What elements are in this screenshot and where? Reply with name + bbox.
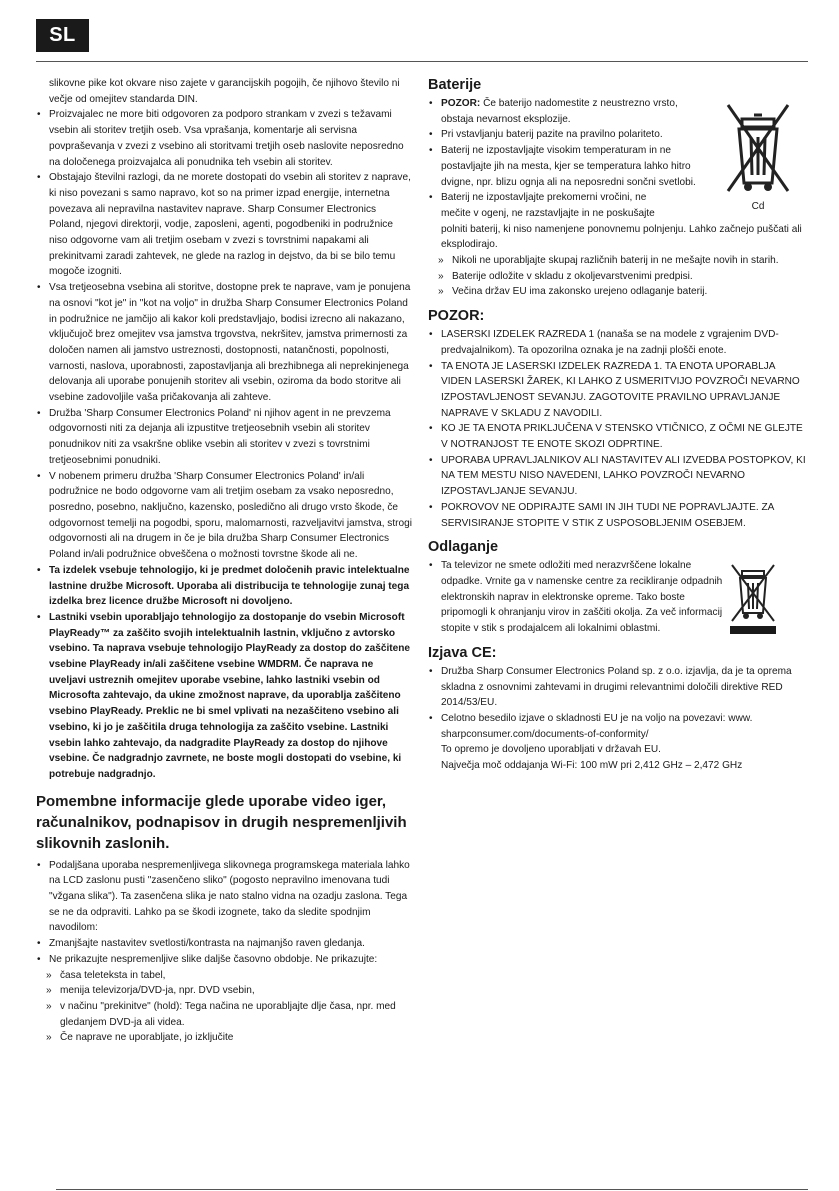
list-item-line: Celotno besedilo izjave o skladnosti EU je na voljo na povezavi: www. xyxy=(441,712,753,724)
list-item: • UPORABA UPRAVLJALNIKOV ALI NASTAVITEV ALI IZVEDBA POSTOPKOV, KI NA TEM MESTU NISO NAVEDENI, LAHKO POVZROČI NEVARNO IZPOSTAVLJANJE SEVANJU. xyxy=(428,453,808,500)
battery-section xyxy=(428,76,808,300)
sub-list-item: » Nikoli ne uporabljajte skupaj različnih baterij in ne mešajte novih in starih. xyxy=(428,253,808,269)
list-item-line: Baterij ne izpostavljajte prekomerni vročini, ne xyxy=(441,192,647,204)
list-item-text: Ne prikazujte nespremenljive slike daljše časovno obdobje. Ne prikazujte: xyxy=(49,953,378,965)
list-item: • Pri vstavljanju baterij pazite na pravilno polariteto. xyxy=(428,127,808,143)
warning-label: POZOR: xyxy=(441,98,481,109)
disposal-heading: Odlaganje xyxy=(428,539,499,556)
list-item xyxy=(428,190,808,300)
bottom-divider xyxy=(56,1189,808,1190)
disposal-section xyxy=(428,538,808,637)
battery-bullet-list xyxy=(428,96,808,300)
sub-list-item: » v načinu "prekinitve" (hold): Tega načina ne uporabljajte dlje časa, npr. med gledanjem DVD-ja ali videa. xyxy=(36,999,412,1030)
list-item: • TA ENOTA JE LASERSKI IZDELEK RAZREDA 1. TA ENOTA UPORABLJA VIDEN LASERSKI ŽAREK, KI LAHKO Z USMERITVIJO POVZROČI NEVARNO IZPOSTAVLJENOST SEVANJU. ZAGOTOVITE PRAVILNO UPRAVLJANJE NAPRAVE V SKLADU Z NAVODILI. xyxy=(428,359,808,422)
list-item-line: mečite v ogenj, ne razstavljajte in ne poskušajte xyxy=(441,207,655,219)
top-divider xyxy=(36,61,808,62)
list-item: • Vsa tretjeosebna vsebina ali storitve, dostopne prek te naprave, vam je ponujena na osnovi "kot je" in "kot na voljo" in družba Sharp Consumer Electronics Poland in podružnice ne jamčijo ali kakor koli predstavljajo, bodisi izrecno ali nakazano, vključujoč brez omejitev vsa jamstva trgovstva, nekršitev, jamstva primernosti za določen namen ali jamstvo ustreznosti, dostopnosti, natančnosti, popolnosti, varnosti, naslova, uporabnosti, zapostavljanja ali brezhibnega ali neprekinjenega delovanja ali uporabe ponujenih storitev ali vsebin, oziroma da bodo storitve ali vsebine zadovoljile vaša pričakovanja ali zahteve. xyxy=(36,280,412,406)
list-item: • Podaljšana uporaba nespremenljivega slikovnega programskega materiala lahko na LCD zaslonu pusti "zasenčeno sliko" (pogosto nepravilno imenovana tudi "vžgana slika"). Ta zasenčena slika je nato stalno vidna na ozadju zaslona. Tega se ne da odpraviti. Lahko pa se škodi izognete, tako da sledite spodnjim navodilom: xyxy=(36,858,412,937)
list-item-line: polniti baterij, ki niso namenjene ponovnemu polnjenju. Lahko začnejo puščati ali eksplodirajo. xyxy=(441,223,802,251)
caution-bullet-list xyxy=(428,327,808,531)
ce-bullet-list xyxy=(428,664,808,774)
warning-text: Če baterijo nadomestite z neustrezno vrsto, obstaja nevarnost eksplozije. xyxy=(441,98,678,125)
disposal-bullet-list xyxy=(428,558,808,637)
left-column xyxy=(36,76,412,1046)
video-bullet-list xyxy=(36,858,412,1046)
caution-section xyxy=(428,307,808,531)
battery-sub-list xyxy=(428,253,808,300)
list-item: • Proizvajalec ne more biti odgovoren za podporo strankam v zvezi s težavami vsebin ali storitev tretjih oseb. Vsa vprašanja, komentarje ali servisna povpraševanja v zvezi z vsebino ali storitvami tretjih oseb naslovite neposredno na določenega proizvajalca ali ponudnika teh vsebin ali storitev. xyxy=(36,107,412,170)
sub-list-item: » Baterije odložite v skladu z okoljevarstvenimi predpisi. xyxy=(428,269,808,285)
list-item: • Družba Sharp Consumer Electronics Poland sp. z o.o. izjavlja, da je ta oprema skladna z osnovnimi zahtevami in drugimi relevantnimi določili direktive RED 2014/53/EU. xyxy=(428,664,808,711)
cadmium-label: Cd xyxy=(751,201,765,212)
list-item: • LASERSKI IZDELEK RAZREDA 1 (nanaša se na modele z vgrajenim DVD-predvajalnikom). Ta opozorilna oznaka je na zadnji plošči enote. xyxy=(428,327,808,358)
list-item: • Družba 'Sharp Consumer Electronics Poland' ni njihov agent in ne prevzema odgovornosti niti za dejanja ali izpustitve tretjeosebnih vsebin ali storitev ponudnikov niti za vsakršne oblike vsebin ali storitev v zvezi s tovrstnimi tretjeosebnimi ponudniki. xyxy=(36,406,412,469)
list-item: • Baterij ne izpostavljajte visokim temperaturam in ne postavljajte jih na mesta, kjer se temperatura lahko hitro dvigne, npr. blizu ognja ali na neposredni sončni svetlobi. xyxy=(428,143,808,190)
list-item-line: Največja moč oddajanja Wi-Fi: 100 mW pri 2,412 GHz – 2,472 GHz xyxy=(441,760,743,772)
continuation-text: slikovne pike kot okvare niso zajete v garancijskih pogojih, če njihovo število ni večje od omejitev standarda DIN. xyxy=(49,78,400,105)
sub-list-item: » časa teleteksta in tabel, xyxy=(36,968,412,984)
conformity-url: sharpconsumer.com/documents-of-conformity/ xyxy=(441,728,649,740)
list-item xyxy=(428,711,808,774)
list-item xyxy=(36,952,412,1046)
ce-heading: Izjava CE: xyxy=(428,644,497,661)
list-item-microsoft-notice: • Ta izdelek vsebuje tehnologijo, ki je predmet določenih pravic intelektualne lastnine družbe Microsoft. Uporaba ali distribucija te tehnologije zunaj tega izdelka brez licence družbe Microsoft ni dovoljeno. xyxy=(36,563,412,610)
list-item-line: To opremo je dovoljeno uporabljati v državah EU. xyxy=(441,744,661,756)
battery-heading: Baterije xyxy=(428,77,482,93)
video-sub-list xyxy=(36,968,412,1047)
sub-list-item: » Večina držav EU ima zakonsko urejeno odlaganje baterij. xyxy=(428,284,808,300)
list-item: • POKROVOV NE ODPIRAJTE SAMI IN JIH TUDI NE POPRAVLJAJTE. ZA SERVISIRANJE STOPITE V STIK Z USPOSOBLJENIM OSEBJEM. xyxy=(428,500,808,531)
sub-list-item: » Če naprave ne uporabljate, jo izključite xyxy=(36,1030,412,1046)
ce-section xyxy=(428,644,808,774)
video-section-heading: Pomembne informacije glede uporabe video iger, računalnikov, podnapisov in drugih nespremenljivih slikovnih zaslonih. xyxy=(36,792,407,852)
language-badge: SL xyxy=(36,19,89,52)
list-item xyxy=(428,96,808,127)
left-bullet-list xyxy=(36,107,412,782)
list-item: • Zmanjšajte nastavitev svetlosti/kontrasta na najmanjšo raven gledanja. xyxy=(36,936,412,952)
list-item-playready-notice: • Lastniki vsebin uporabljajo tehnologijo za dostopanje do vsebin Microsoft PlayReady™ za zaščito svojih intelektualnih lastnin, vključno z avtorsko vsebino. Ta naprava vsebuje tehnologijo PlayReady za dostop do zaščitene vsebine PlayReady in/ali zaščitene vsebine WMDRM. Če naprava ne uveljavi ustreznih omejitev uporabe vsebine, lahko lastniki vsebin od Microsofta zahtevajo, da ukine zmožnost naprave, da uporablja zaščiteno vsebino PlayReady. Preklic ne bi smel vplivati na nezaščiteno vsebino ali vsebino, ki jo je zaščitila druga tehnologija za zaščito vsebine. Lastniki vsebin lahko zahtevajo, da nadgradite PlayReady za dostop do njihove vsebine. Če nadgradnjo zavrnete, ne boste mogli dostopati do vsebine, ki potrebuje nadgradnjo. xyxy=(36,610,412,783)
list-item: • Obstajajo številni razlogi, da ne morete dostopati do vsebin ali storitev z naprave, ki niso povezani s samo napravo, kot so na primer izpad energije, internetna povezava ali nepravilna nastavitev naprave. Sharp Consumer Electronics Poland, njegovi direktorji, vodje, zaposleni, agenti, pogodbeniki in podružnice niso odgovorne vam ali tretjim osebam v zvezi s tovrstnimi napakami ali prekinitvami zaradi zahtevek, ne glede na razlog in dejstvo, da bi se bilo temu mogoče izogniti. xyxy=(36,170,412,280)
list-item: • V nobenem primeru družba 'Sharp Consumer Electronics Poland' in/ali podružnice ne bodo odgovorne vam ali tretjim osebam za vsako neposredno, posredno, posebno, naključno, kazensko, posledično ali drugo vrsto škode, če odgovornost temelji na pogodbi, sporu, malomarnosti, razveljavitvi jamstva, strogi odgovornosti ali na drugem in če je bila družba Sharp Consumer Electronics Poland in/ali podružnice obveščena o možnosti tovrstne škode ali ne. xyxy=(36,469,412,563)
right-column xyxy=(428,76,808,774)
list-item: • Ta televizor ne smete odložiti med nerazvrščene lokalne odpadke. Vrnite ga v namenske centre za recikliranje odpadnih elektronskih naprav in elektronske opreme. Tako boste pripomogli k ohranjanju virov in zaščiti okolja. Za več informacij stopite v stik s prodajalcem ali lokalnimi oblastmi. xyxy=(428,558,808,637)
list-item: • KO JE TA ENOTA PRIKLJUČENA V STENSKO VTIČNICO, Z OČMI NE GLEJTE V NOTRANJOST TE ENOTE SKOZI ODPRTINE. xyxy=(428,421,808,452)
sub-list-item: » menija televizorja/DVD-ja, npr. DVD vsebin, xyxy=(36,983,412,999)
caution-heading: POZOR: xyxy=(428,308,485,325)
